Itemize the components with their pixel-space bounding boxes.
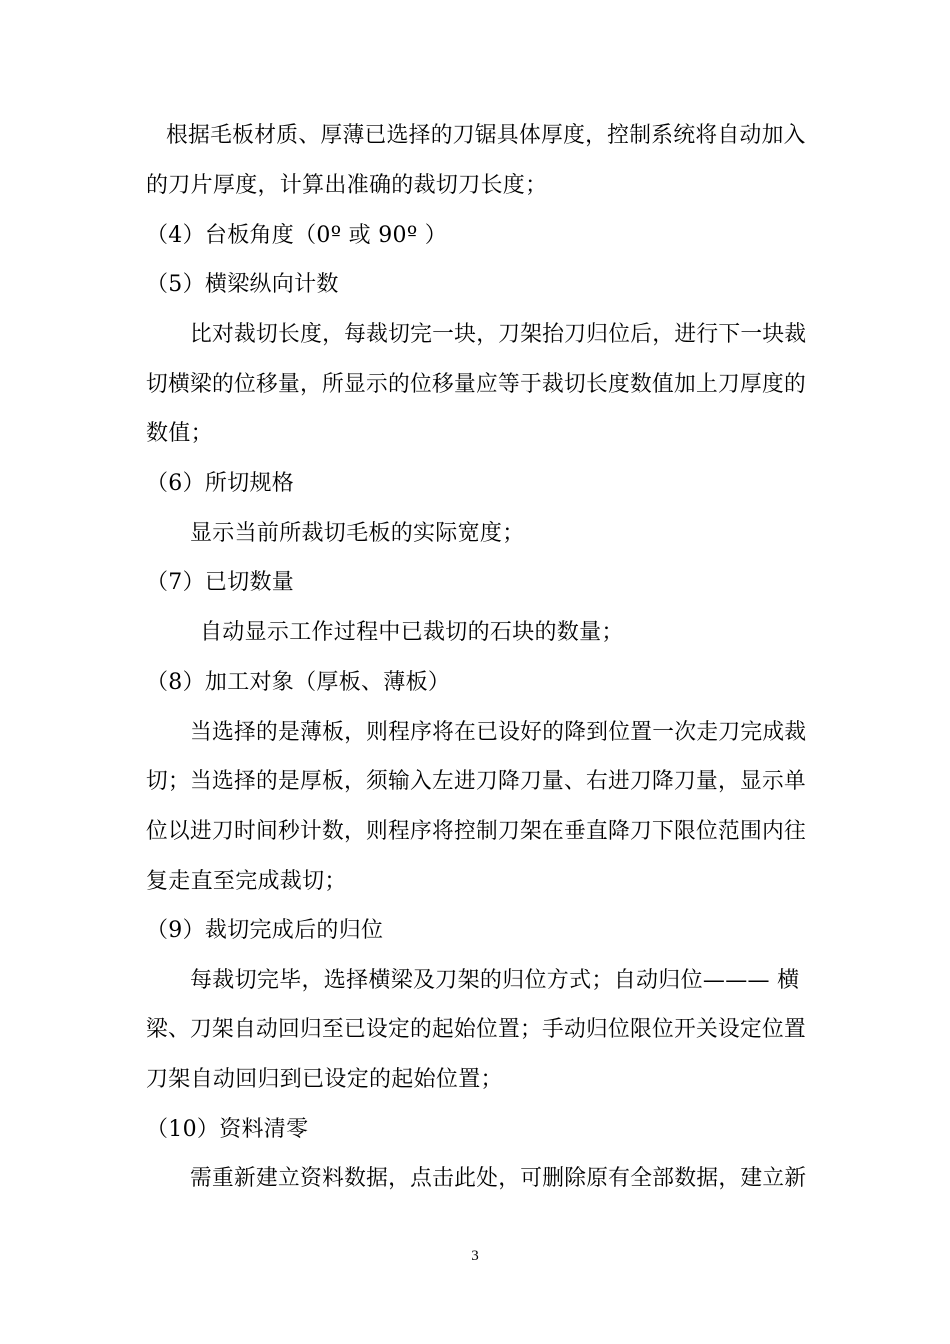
- page-number: 3: [471, 1248, 479, 1264]
- section-heading: （10）资料清零: [146, 1117, 309, 1142]
- paragraph-line: 复走直至完成裁切；: [146, 869, 347, 894]
- section-heading: （4）台板角度（0º 或 90º ）: [146, 223, 448, 248]
- paragraph-line: 自动显示工作过程中已裁切的石块的数量；: [200, 620, 624, 645]
- paragraph-line: 数值；: [146, 421, 213, 446]
- paragraph-line: 显示当前所裁切毛板的实际宽度；: [190, 521, 525, 546]
- paragraph-line: 切横梁的位移量，所显示的位移量应等于裁切长度数值加上刀厚度的: [146, 372, 806, 397]
- paragraph-line: 刀架自动回归到已设定的起始位置；: [146, 1067, 503, 1092]
- section-heading: （6）所切规格: [146, 471, 295, 496]
- section-heading: （8）加工对象（厚板、薄板）: [146, 670, 451, 695]
- paragraph-line: 梁、刀架自动回归至已设定的起始位置；手动归位限位开关设定位置: [146, 1017, 806, 1042]
- paragraph-line: 每裁切完毕，选择横梁及刀架的归位方式；自动归位——— 横: [190, 968, 800, 993]
- paragraph-line: 根据毛板材质、厚薄已选择的刀锯具体厚度，控制系统将自动加入: [166, 123, 806, 148]
- section-heading: （5）横梁纵向计数: [146, 272, 339, 297]
- section-heading: （7）已切数量: [146, 570, 295, 595]
- paragraph-line: 当选择的是薄板，则程序将在已设好的降到位置一次走刀完成裁: [190, 720, 807, 745]
- paragraph-line: 的刀片厚度，计算出准确的裁切刀长度；: [146, 173, 548, 198]
- paragraph-line: 需重新建立资料数据，点击此处，可删除原有全部数据，建立新: [190, 1166, 807, 1191]
- paragraph-line: 比对裁切长度，每裁切完一块，刀架抬刀归位后，进行下一块裁: [190, 322, 807, 347]
- paragraph-line: 位以进刀时间秒计数，则程序将控制刀架在垂直降刀下限位范围内往: [146, 819, 806, 844]
- section-heading: （9）裁切完成后的归位: [146, 918, 384, 943]
- paragraph-line: 切；当选择的是厚板，须输入左进刀降刀量、右进刀降刀量，显示单: [146, 769, 806, 794]
